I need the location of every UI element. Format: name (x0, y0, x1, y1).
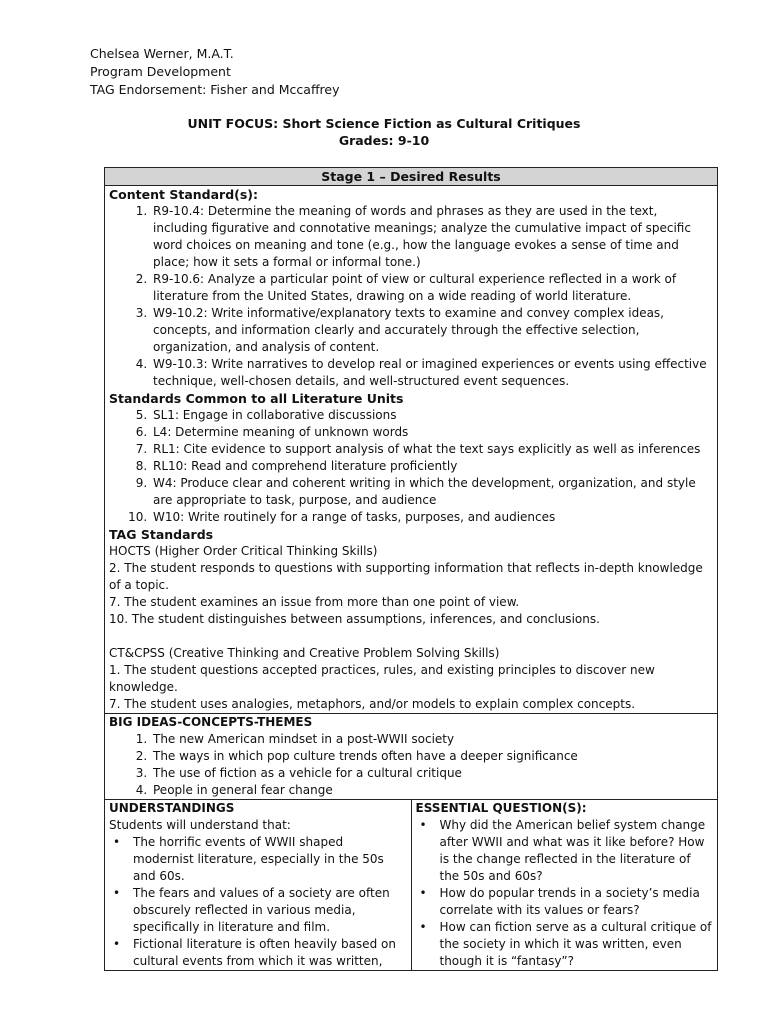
list-item: 10. W10: Write routinely for a range of tasks, purposes, and audiences (151, 509, 713, 526)
list-item: 3. W9-10.2: Write informative/explanatory texts to examine and convey complex ideas, concepts, and information clearly and accurately through the effective selection, organization, and analysis of content. (151, 305, 713, 356)
common-standards-list (109, 407, 713, 526)
program-line: Program Development (90, 64, 231, 79)
tag-standards-title: TAG Standards (109, 527, 214, 542)
author-line: Chelsea Werner, M.A.T. (90, 46, 234, 61)
understandings-title: UNDERSTANDINGS (109, 801, 235, 815)
content-standards-title: Content Standard(s): (109, 187, 259, 202)
tag-endorsement-line: TAG Endorsement: Fisher and Mccaffrey (90, 82, 340, 97)
content-standards-list (109, 203, 713, 390)
list-item: • The fears and values of a society are often obscurely reflected in various media, specifically in literature and film. (133, 885, 407, 936)
list-item: 4. W9-10.3: Write narratives to develop real or imagined experiences or events using effective technique, well-chosen details, and well-structured event sequences. (151, 356, 713, 390)
unit-focus-title: UNIT FOCUS: Short Science Fiction as Cultural Critiques (187, 116, 581, 131)
stage1-table (104, 167, 718, 971)
understandings-list (109, 834, 407, 970)
list-item: • The horrific events of WWII shaped modernist literature, especially in the 50s and 60s. (133, 834, 407, 885)
list-item: 4. People in general fear change (151, 782, 713, 799)
hocts-item: 7. The student examines an issue from more than one point of view. (109, 595, 520, 609)
hocts-item: 10. The student distinguishes between assumptions, inferences, and conclusions. (109, 612, 600, 626)
list-item: • How can fiction serve as a cultural critique of the society in which it was written, even though it is “fantasy”? (440, 919, 714, 970)
standards-cell (105, 186, 718, 714)
ctcpss-item: 7. The student uses analogies, metaphors, and/or models to explain complex concepts. (109, 697, 636, 711)
essential-questions-list (416, 817, 714, 970)
list-item: 2. R9-10.6: Analyze a particular point of view or cultural experience reflected in a work of literature from the United States, drawing on a wide reading of world literature. (151, 271, 713, 305)
understandings-cell (105, 800, 412, 971)
list-item: • Why did the American belief system change after WWII and what was it like before? How is the change reflected in the literature of the 50s and 60s? (440, 817, 714, 885)
understandings-intro: Students will understand that: (109, 818, 291, 832)
list-item: 5. SL1: Engage in collaborative discussions (151, 407, 713, 424)
essential-questions-cell (411, 800, 718, 971)
list-item: • How do popular trends in a society’s media correlate with its values or fears? (440, 885, 714, 919)
list-item: 6. L4: Determine meaning of unknown words (151, 424, 713, 441)
list-item: 1. The new American mindset in a post-WWII society (151, 731, 713, 748)
ctcpss-title: CT&CPSS (Creative Thinking and Creative Problem Solving Skills) (109, 646, 500, 660)
list-item: • Fictional literature is often heavily based on cultural events from which it was written, (133, 936, 407, 970)
grades-title: Grades: 9-10 (338, 133, 430, 148)
document-header (90, 45, 340, 99)
stage1-header: Stage 1 – Desired Results (105, 168, 718, 186)
common-standards-title: Standards Common to all Literature Units (109, 391, 404, 406)
list-item: 1. R9-10.4: Determine the meaning of words and phrases as they are used in the text, including figurative and connotative meanings; analyze the cumulative impact of specific word choices on meaning and tone (e.g., how the language evokes a sense of time and place; how it sets a formal or informal tone.) (151, 203, 713, 271)
big-ideas-title: BIG IDEAS-CONCEPTS-THEMES (109, 715, 313, 729)
list-item: 7. RL1: Cite evidence to support analysis of what the text says explicitly as well as inferences (151, 441, 713, 458)
big-ideas-cell (105, 714, 718, 800)
list-item: 9. W4: Produce clear and coherent writing in which the development, organization, and style are appropriate to task, purpose, and audience (151, 475, 713, 509)
list-item: 2. The ways in which pop culture trends often have a deeper significance (151, 748, 713, 765)
list-item: 3. The use of fiction as a vehicle for a cultural critique (151, 765, 713, 782)
list-item: 8. RL10: Read and comprehend literature proficiently (151, 458, 713, 475)
big-ideas-list (109, 731, 713, 799)
unit-titles (0, 115, 768, 149)
ctcpss-item: 1. The student questions accepted practices, rules, and existing principles to discover new knowledge. (109, 663, 655, 694)
hocts-item: 2. The student responds to questions with supporting information that reflects in-depth knowledge of a topic. (109, 561, 703, 592)
essential-questions-title: ESSENTIAL QUESTION(S): (415, 801, 587, 815)
hocts-title: HOCTS (Higher Order Critical Thinking Skills) (109, 544, 378, 558)
spacer (109, 628, 713, 645)
